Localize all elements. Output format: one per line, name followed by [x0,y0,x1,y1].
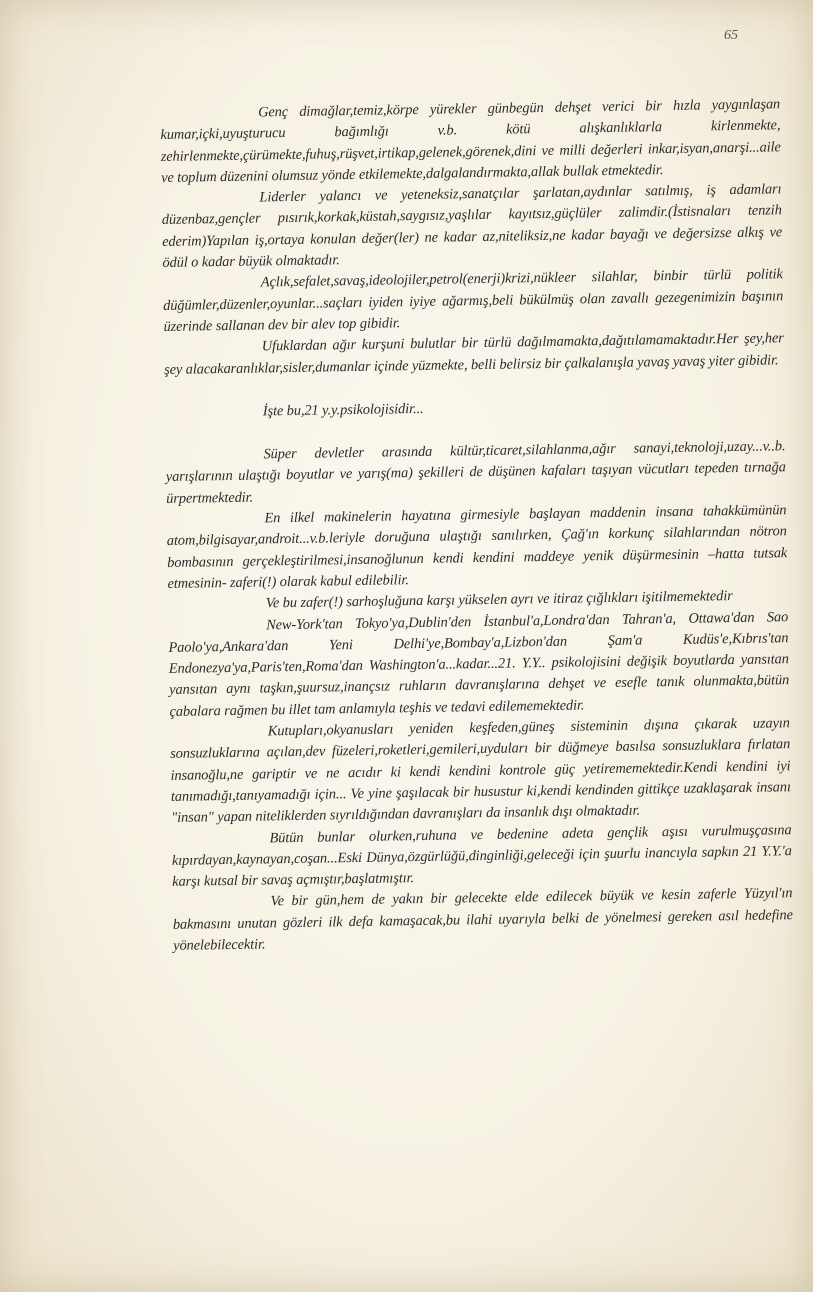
paragraph: Liderler yalancı ve yeteneksiz,sanatçılar şarlatan,aydınlar satılmış, iş adamları düzenbaz,gençler pısırık,korkak,küstah,saygısız,yaşlılar kayıtsız,güçlüler zalimdir.(İstisnaları tenzih ederim)Yapılan iş,ortaya konulan değer(ler) ne kadar az,niteliksiz,ne kadar bayağı ve değersizse alkış ve ödül o kadar büyük olmaktadır. [161,181,783,272]
paragraph: En ilkel makinelerin hayatına girmesiyle başlayan maddenin insana tahakkümünün atom,bilgisayar,androit...v.b.leriyle doruğuna ulaştığı sanılırken, Çağ'ın korkunç silahlarından nötron bombasının gerçekleştirilmesi,insanoğlunun kendi kendini maddeye yenik düşürmesinin –hatta tutsak etmesinin- zaferi(!) olarak kabul edilebilir. [166,502,788,592]
paragraph: Süper devletler arasında kültür,ticaret,silahlanma,ağır sanayi,teknoloji,uzay...v..b. yarışlarının ulaştığı boyutlar ve yarış(ma) şekilleri de düşünen kafaları taşıyan vücutları tepeden tırnağa ürpertmektedir. [165,438,786,507]
margin-stamp [22,1080,36,1270]
page-number: 65 [724,28,738,43]
paragraph: İşte bu,21 y.y.psikolojisidir... [262,400,424,420]
paragraph: Ufuklardan ağır kurşuni bulutlar bir türlü dağılmamakta,dağıtılamamaktadır.Her şey,her şey alacakaranlıklar,sisler,dumanlar içinde yüzmekte, belli belirsiz bir çalkalanışla yavaş yavaş yiter gibidir. [164,330,784,378]
paragraph: Bütün bunlar olurken,ruhuna ve bedenine adeta gençlik aşısı vurulmuşçasına kıpırdayan,kaynayan,coşan...Eski Dünya,özgürlüğü,dinginliği,geleceği için şuurlu inancıyla sapkın 21 Y.Y.'a karşı kutsal bir savaş açmıştır,başlatmıştır. [171,821,792,890]
paragraph: New-York'tan Tokyo'ya,Dublin'den İstanbul'a,Londra'dan Tahran'a, Ottawa'dan Sao Paolo'ya,Ankara'dan Yeni Delhi'ye,Bombay'a,Lizbon'dan Şam'a Kudüs'e,Kıbrıs'tan Endonezya'ya,Paris'ten,Roma'dan Washington'a...kadar...21. Y.Y.. psikolojisini değişik boyutlarda yansıtan yansıtan aynı taşkın,şuursuz,inançsız ruhların davranışlarına dehşet ve esefle tanık olunmakta,bütün çabalara rağmen bu illet tam anlamıyla teşhis ve tedavi edilememektedir. [168,608,790,720]
paragraph: Genç dimağlar,temiz,körpe yürekler günbegün dehşet verici bir hızla yaygınlaşan kumar,içki,uyuşturucu bağımlığı v.b. kötü alışkanlıklarla kirlenmekte, zehirlenmekte,çürümekte,fuhuş,rüşvet,irtikap,gelenek,görenek,dini ve milli değerleri inkar,isyan,anarşi...aile ve toplum düzenini olumsuz yönde etkilemekte,dalgalandırmakta,allak bullak etmektedir. [160,96,781,186]
paragraph: Kutupları,okyanusları yeniden keşfeden,güneş sisteminin dışına çıkarak uzayın sonsuzluklarına açılan,dev füzeleri,roketleri,gemileri,uyduları bir düğmeye basılsa sonsuzluklara fırlatan insanoğlu,ne gariptir ve ne acıdır ki kendi kendini kontrole güç yetirememektedir.Kendi kendini iyi tanımadığı,tanıyamadığı için... Ve yine şaşılacak bir husustur ki,kendi kendinden gittikçe uzaklaşarak insanı "insan" yapan niteliklerden sıyrıldığından davranışları da insanlık dışı olmaktadır. [170,715,791,827]
paragraph: Ve bu zafer(!) sarhoşluğuna karşı yükselen ayrı ve itiraz çığlıkları işitilmemektedir [265,588,733,612]
paragraph: Ve bir gün,hem de yakın bir gelecekte elde edilecek büyük ve kesin zaferle Yüzyıl'ın bakmasını unutan gözleri ilk defa kamaşacak,bu ilahi uyarıyla belki de yönelmesi gereken asıl hedefine yönelebilecektir. [172,885,793,954]
paragraph: Açlık,sefalet,savaş,ideolojiler,petrol(enerji)krizi,nükleer silahlar, binbir türlü politik düğümler,düzenler,oyunlar...saçları iyiden iyiye ağarmış,beli bükülmüş olan zavallı gezegenimizin başının üzerinde sallanan dev bir alev top gibidir. [163,266,784,335]
body-text [160,94,793,957]
